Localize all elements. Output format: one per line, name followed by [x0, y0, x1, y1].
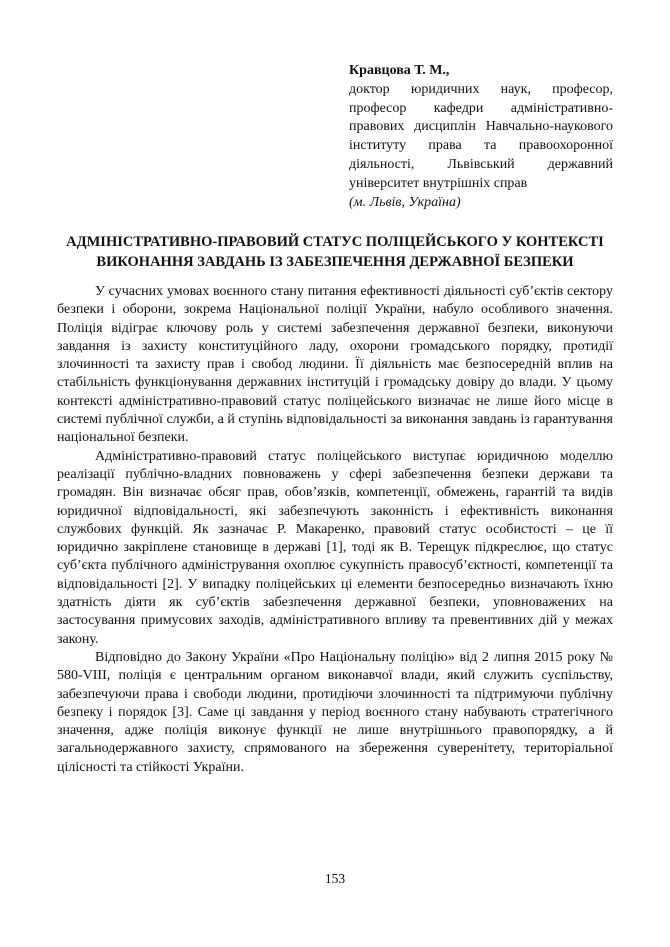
paragraph-1: У сучасних умовах воєнного стану питання ефективності діяльності суб’єктів сектору безпеки і оборони, зокрема Національної поліції України, набуло особливого значення. Поліція відіграє ключову роль у системі забезпечення державної безпеки, виконуючи завдання із захисту конституційного ладу, охорони громадського порядку, протидії злочинності та захисту прав і свобод людини. Її діяльність має безпосередній вплив на стабільність функціонування державних інституцій і громадську довіру до влади. У цьому контексті адміністративно-правовий статус поліцейського визначає не лише його місце в системі публічної служби, а й ступінь відповідальності за виконання завдань із гарантування національної безпеки.	[57, 283, 613, 446]
author-location: (м. Львів, Україна)	[349, 194, 461, 210]
author-affiliation: доктор юридичних наук, професор, професор кафедри адміністративно-правових дисциплін Навчально-наукового інституту права та правоохоронної діяльності, Львівський державний університет внутрішніх справ	[349, 81, 613, 191]
paragraph-2: Адміністративно-правовий статус поліцейського виступає юридичною моделлю реалізації публічно-владних повноважень у сфері забезпечення безпеки держави та громадян. Він визначає обсяг прав, обов’язків, компетенції, обмежень, гарантій та видів юридичної відповідальності, які забезпечують законність і ефективність виконання службових функцій. Як зазначає Р. Макаренко, правовий статус особистості – це її юридично закріплене становище в державі [1], тоді як В. Терещук підкреслює, що статус суб’єкта публічного адміністрування охоплює сукупність правосуб’єктності, компетенції та відповідальності [2]. У випадку поліцейських ці елементи безпосередньо визначають їхню здатність діяти як суб’єктів забезпечення державної безпеки, уповноважених на застосування примусових заходів, адміністративного впливу та превентивних дій у межах закону.	[57, 448, 613, 647]
paragraph-3: Відповідно до Закону України «Про Національну поліцію» від 2 липня 2015 року № 580-VIII, поліція є центральним органом виконавчої влади, який служить суспільству, забезпечуючи права і свободи людини, протидіючи злочинності та підтримуючи публічну безпеку і порядок [3]. Саме ці завдання у період воєнного стану набувають стратегічного значення, адже поліція виконує функції не лише внутрішнього правопорядку, а й загальнодержавного захисту, спрямованого на збереження суверенітету, територіальної цілісності та стійкості України.	[57, 649, 613, 775]
page-content	[57, 0, 613, 777]
author-name: Кравцова Т. М.,	[349, 63, 450, 78]
page-number: 153	[324, 871, 346, 886]
article-title: АДМІНІСТРАТИВНО-ПРАВОВИЙ СТАТУС ПОЛІЦЕЙСЬКОГО У КОНТЕКСТІ ВИКОНАННЯ ЗАВДАНЬ ІЗ ЗАБЕЗПЕЧЕННЯ ДЕРЖАВНОЇ БЕЗПЕКИ	[66, 234, 604, 270]
author-block	[349, 62, 613, 212]
